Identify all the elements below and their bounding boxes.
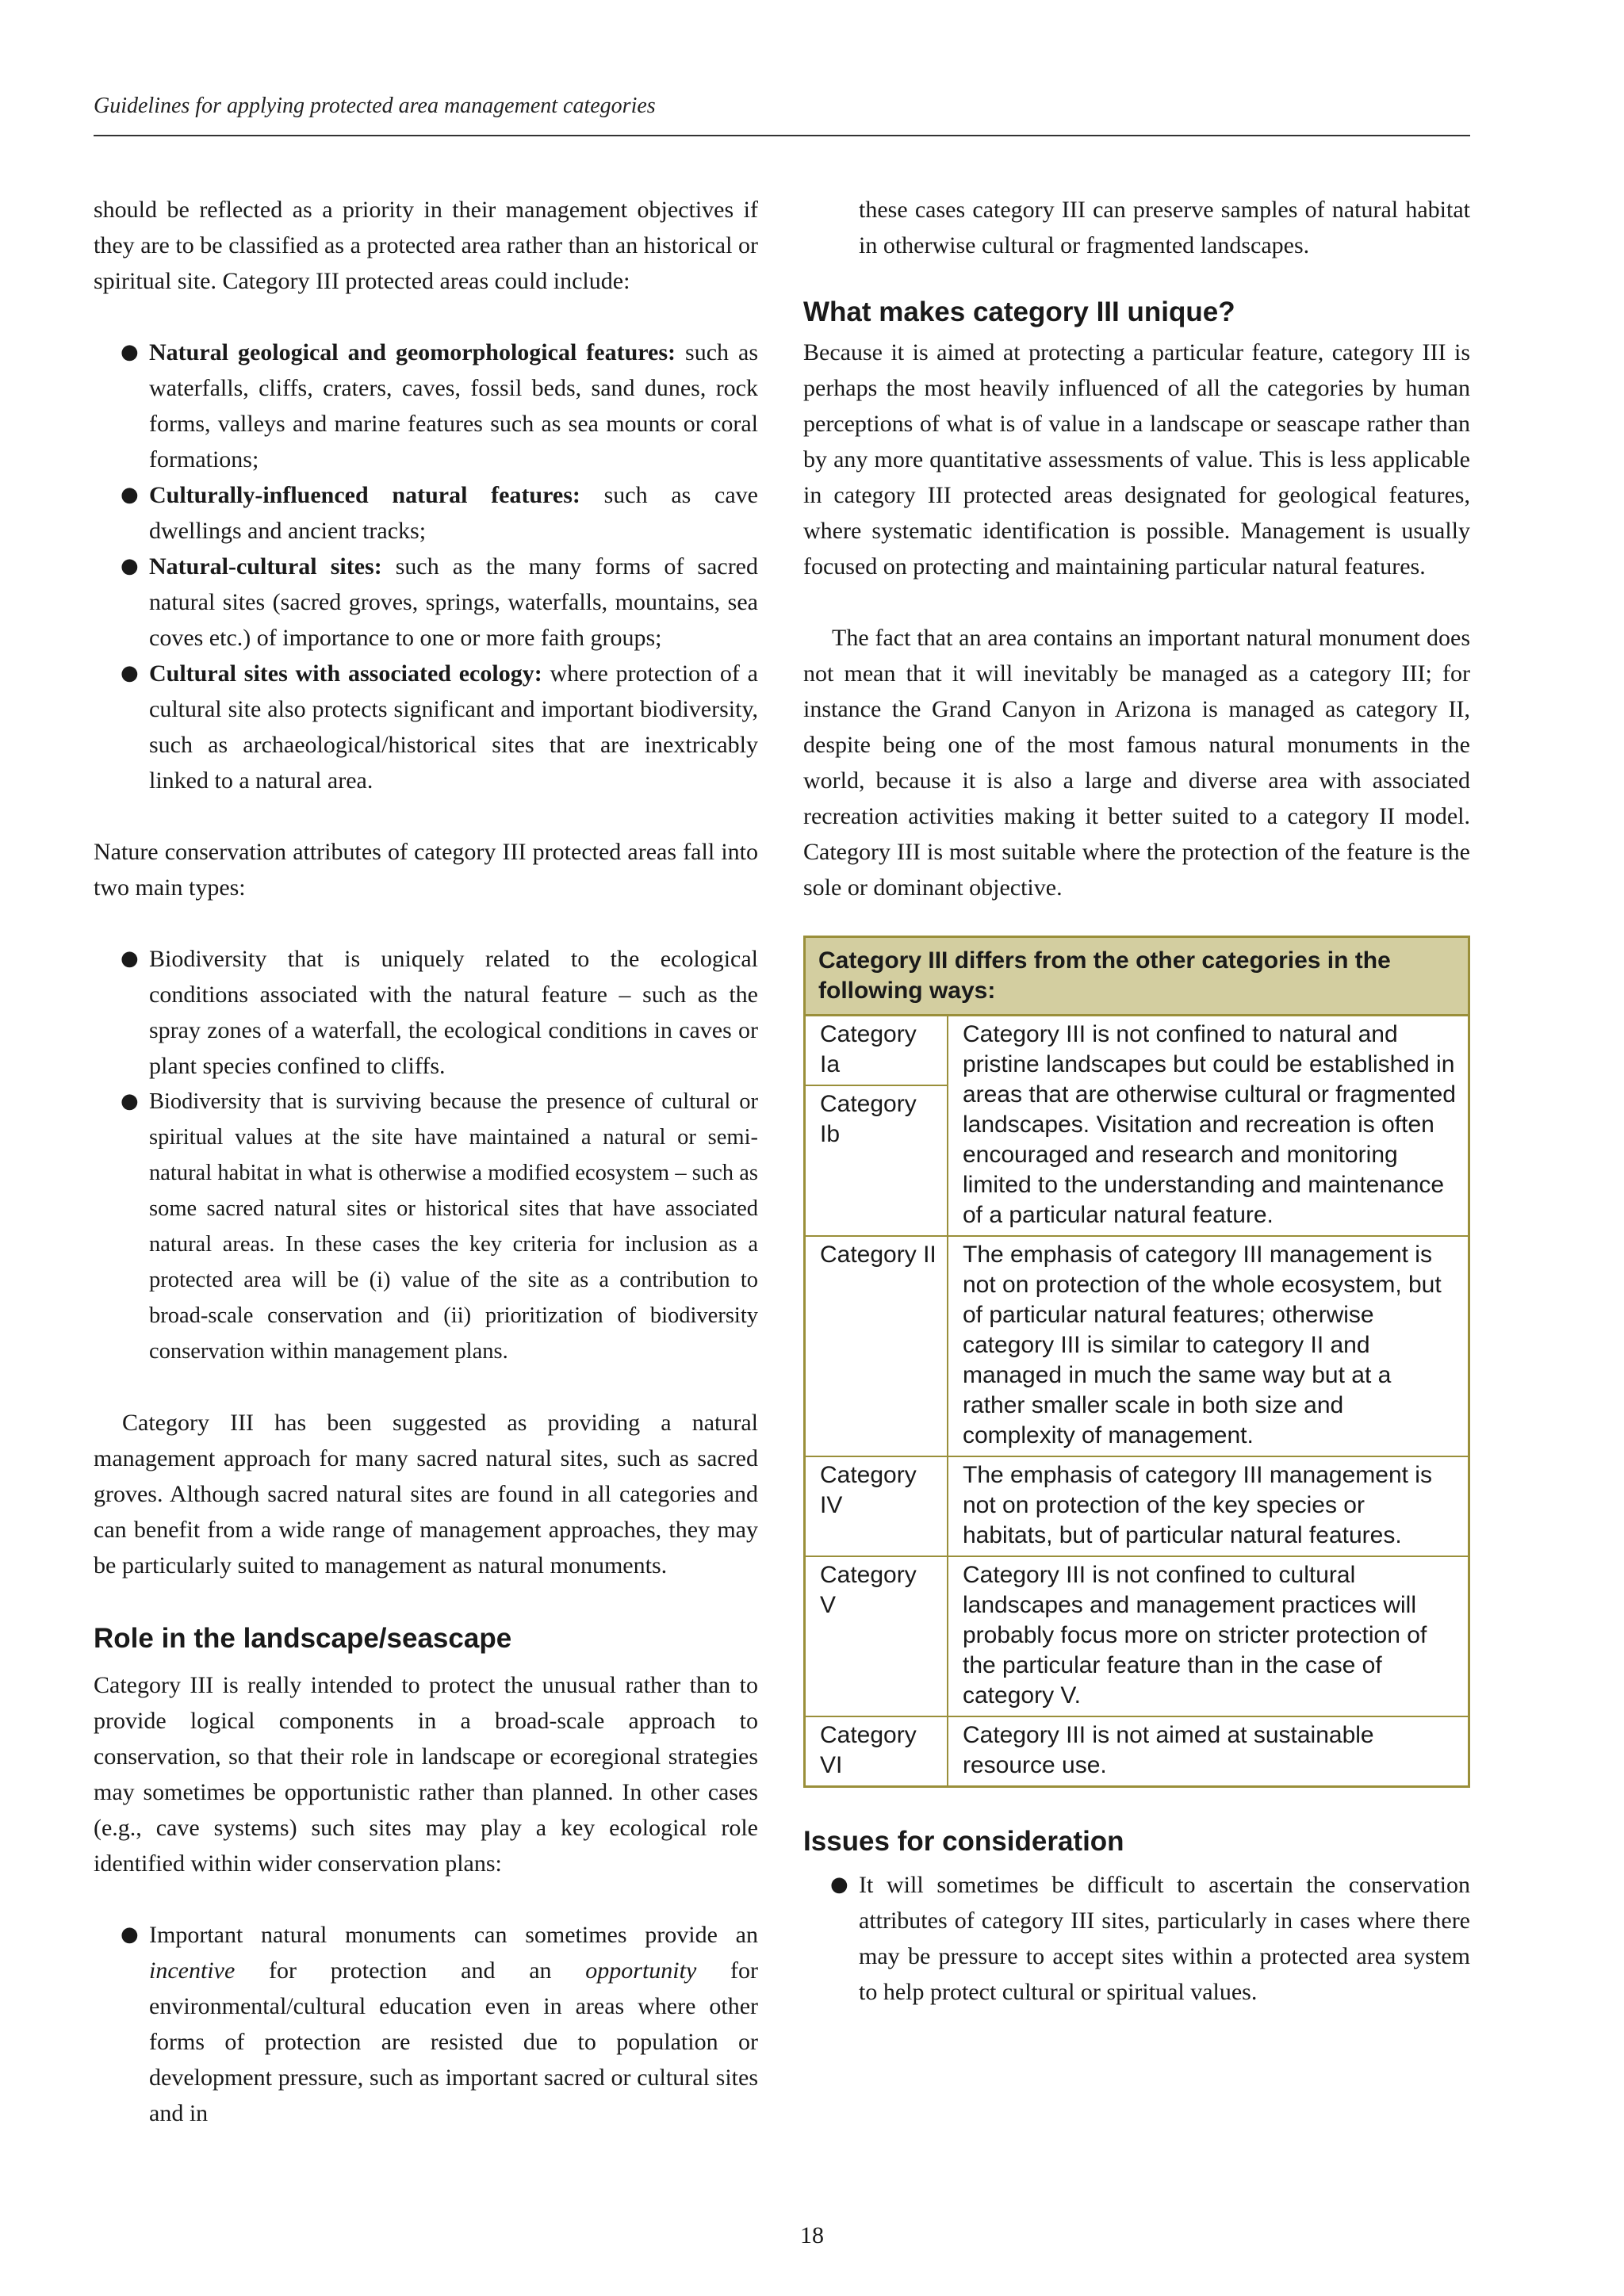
table-row (806, 1556, 1468, 1716)
right-column (803, 192, 1470, 2010)
include-list (94, 335, 758, 798)
category-text-cell: The emphasis of category III management is not on protection of the key species or habitats, but of particular natural features. (963, 1462, 1432, 1548)
category-name-cell: Category II (806, 1236, 948, 1456)
role-list (94, 1917, 758, 2131)
bullet-icon: ● (121, 661, 139, 685)
list-item: ● Important natural monuments can sometimes provide an incentive for protection and an opportunity for environmental/cultural education even in areas where other forms of protection are resisted due to population or development pressure, such as important sacred or cultural sites and in (94, 1917, 758, 2131)
role-paragraph: Category III is really intended to protect the unusual rather than to provide logical components in a broad-scale approach to conservation, so that their role in landscape or ecoregional strategies may sometimes be opportunistic rather than planned. In other cases (e.g., cave systems) such sites may play a key ecological role identified within wider conservation plans: (94, 1672, 758, 1877)
category-name-cell: Category V (806, 1556, 948, 1716)
role-heading: Role in the landscape/seascape (94, 1623, 512, 1654)
list-item: ● Natural-cultural sites: such as the many forms of sacred natural sites (sacred groves, springs, waterfalls, mountains, sea coves etc.) of importance to one or more faith groups; (94, 549, 758, 656)
grand-canyon-paragraph: The fact that an area contains an important natural monument does not mean that it will inevitably be managed as a category III; for instance the Grand Canyon in Arizona is managed as category II, despite being one of the most famous natural monuments in the world, because it is also a large and diverse area with associated recreation activities making it better suited to a category II model. Category III is most suitable where the protection of the feature is the sole or dominant objective. (803, 625, 1470, 901)
list-item: ● Biodiversity that is surviving because the presence of cultural or spiritual values at the site have maintained a natural or semi-natural habitat in what is otherwise a modified ecosystem – such as some sacred natural sites or historical sites that have associated natural areas. In these cases the key criteria for inclusion as a protected area will be (i) value of the site as a contribution to broad-scale conservation and (ii) prioritization of biodiversity conservation within management plans. (94, 1084, 758, 1369)
left-column (94, 192, 758, 2131)
list-item: ● Culturally-influenced natural features: such as cave dwellings and ancient tracks; (94, 477, 758, 549)
category-name-cell: Category VI (806, 1716, 948, 1785)
issues-heading: Issues for consideration (803, 1826, 1124, 1857)
list-item: ● Natural geological and geomorphological features: such as waterfalls, cliffs, craters, caves, fossil beds, sand dunes, rock forms, valleys and marine features such as sea mounts or coral formations; (94, 335, 758, 477)
bullet-icon: ● (121, 340, 139, 364)
bullet-icon: ● (121, 554, 139, 578)
category-text-cell: Category III is not confined to natural and pristine landscapes but could be established in areas that are otherwise cultural or fragmented landscapes. Visitation and recreation is often encouraged and research and monitoring limited to the understanding and maintenance of a particular natural feature. (963, 1021, 1456, 1228)
unique-heading: What makes category III unique? (803, 297, 1235, 327)
page-number: 18 (800, 2222, 824, 2248)
list-item: ● Biodiversity that is uniquely related to the ecological conditions associated with the natural feature – such as the spray zones of a waterfall, the ecological conditions in caves or plant species confined to cliffs. (94, 941, 758, 1084)
attributes-intro: Nature conservation attributes of category III protected areas fall into two main types: (94, 839, 758, 901)
unique-paragraph: Because it is aimed at protecting a particular feature, category III is perhaps the most heavily influenced of all the categories by human perceptions of what is of value in a landscape or seascape rather than by any more quantitative assessments of value. This is less applicable in category III protected areas designated for geological features, where systematic identification is possible. Management is usually focused on protecting and maintaining particular natural features. (803, 339, 1470, 580)
bullet-icon: ● (830, 1873, 848, 1896)
list-item: ● Cultural sites with associated ecology: where protection of a cultural site also protects significant and important biodiversity, such as archaeological/historical sites that are inextricably linked to a natural area. (94, 656, 758, 798)
category-name-cell: Category IV (806, 1456, 948, 1556)
category-text-cell: Category III is not aimed at sustainable resource use. (963, 1722, 1374, 1778)
bullet-icon: ● (121, 483, 139, 507)
table-row (806, 1236, 1468, 1456)
list-item: ● It will sometimes be difficult to ascertain the conservation attributes of category III sites, particularly in cases where there may be pressure to accept sites within a protected area system to help protect cultural or spiritual values. (803, 1867, 1470, 2010)
category-table (806, 1016, 1468, 1785)
issues-list (803, 1867, 1470, 2010)
category-text-cell: Category III is not confined to cultural landscapes and management practices will probably focus more on stricter protection of the particular feature than in the case of category V. (963, 1562, 1427, 1709)
running-header: Guidelines for applying protected area management categories (94, 94, 656, 118)
header-rule (94, 135, 1470, 136)
box-heading: Category III differs from the other categories in the following ways: (806, 938, 1468, 1016)
sacred-sites-paragraph: Category III has been suggested as providing a natural management approach for many sacred natural sites, such as sacred groves. Although sacred natural sites are found in all categories and can benefit from a wide range of management approaches, they may be particularly suited to management as natural monuments. (94, 1410, 758, 1578)
category-text-cell: The emphasis of category III management is not on protection of the whole ecosystem, but of particular natural features; otherwise category III is similar to category II and managed in much the same way but at a rather smaller scale in both size and complexity of management. (963, 1242, 1442, 1448)
continuation-paragraph: these cases category III can preserve samples of natural habitat in otherwise cultural or fragmented landscapes. (859, 197, 1470, 258)
bullet-icon: ● (121, 947, 139, 970)
category-name-cell: Category Ia Category Ib (806, 1016, 948, 1236)
table-row (806, 1016, 1468, 1236)
intro-paragraph: should be reflected as a priority in their management objectives if they are to be classified as a protected area rather than an historical or spiritual site. Category III protected areas could include: (94, 197, 758, 294)
table-row (806, 1456, 1468, 1556)
bullet-icon: ● (121, 1923, 139, 1946)
table-row (806, 1716, 1468, 1785)
attributes-list (94, 941, 758, 1369)
bullet-icon: ● (121, 1089, 139, 1113)
category-comparison-box (803, 936, 1470, 1788)
